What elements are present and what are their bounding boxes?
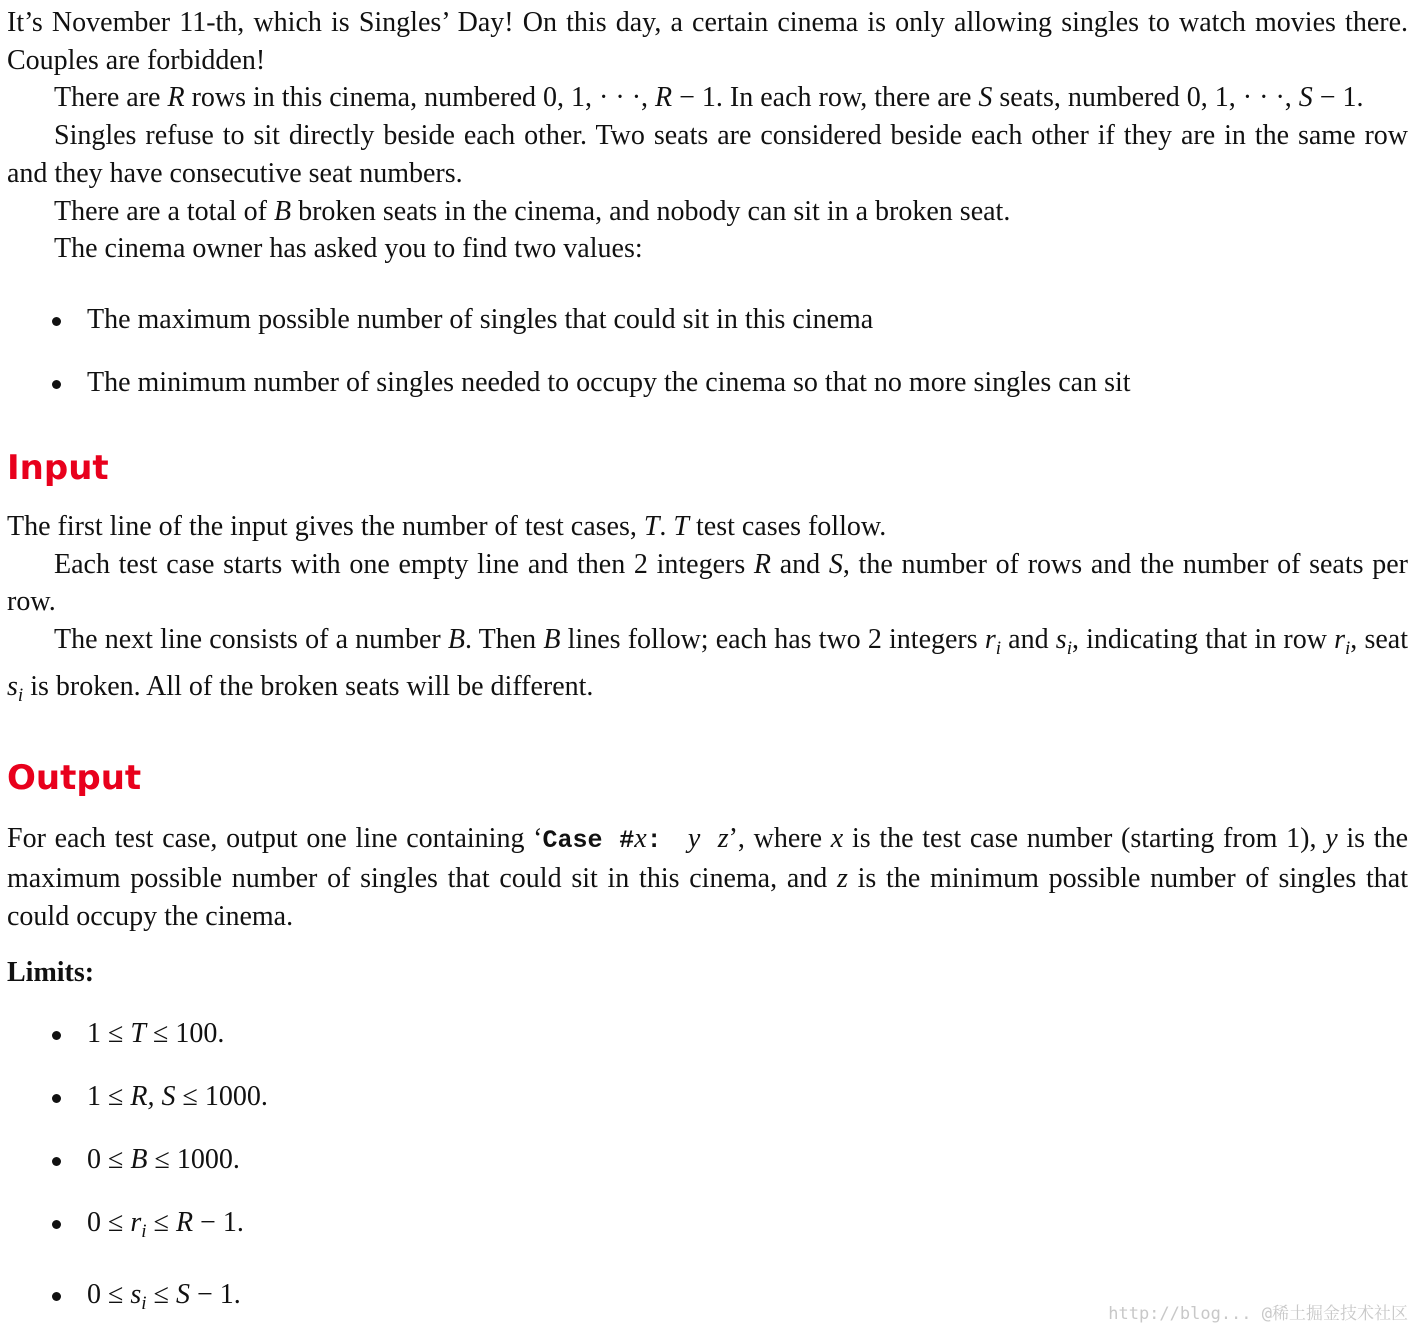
limits-list: [7, 1015, 1408, 1322]
list-item: The minimum number of singles needed to occupy the cinema so that no more singles can sit: [7, 364, 1408, 401]
limit-item: $0 \le s_i \le S - 1$.: [7, 1276, 1408, 1322]
intro-paragraph-3: Singles refuse to sit directly beside each other. Two seats are considered beside each other if they are in the same row and they have consecutive seat numbers.: [7, 120, 1408, 189]
intro-paragraph-1: It’s November 11-th, which is Singles’ Day! On this day, a certain cinema is only allowing singles to watch movies there. Couples are forbidden!: [7, 7, 1408, 76]
intro-paragraph-5: The cinema owner has asked you to find two values:: [54, 233, 643, 265]
goal-list: [7, 301, 1408, 401]
intro-paragraph-4: There are a total of B broken seats in the cinema, and nobody can sit in a broken seat.: [54, 195, 1011, 227]
watermark: http://blog... @稀土掘金技术社区: [1108, 1304, 1408, 1324]
limit-item: 1 ≤ R, S ≤ 1000.: [7, 1078, 1408, 1115]
bullet-icon: [52, 1031, 61, 1040]
bullet-icon: [52, 1094, 61, 1103]
output-heading: Output: [7, 758, 142, 799]
intro-paragraph-2: There are R rows in this cinema, numbered 0, 1, · · ·, R − 1. In each row, there are S seats, numbered 0, 1, · · ·, S − 1.: [54, 82, 1364, 114]
limits-title: Limits:: [7, 956, 95, 988]
input-heading: Input: [7, 447, 109, 488]
input-paragraph-1: The first line of the input gives the number of test cases, T. T test cases follow.: [7, 510, 887, 542]
list-item: The maximum possible number of singles that could sit in this cinema: [7, 301, 1408, 338]
problem-statement: [7, 4, 1408, 1322]
input-paragraph-3: The next line consists of a number B. Then B lines follow; each has two 2 integers $r_i$ and $s_i$, indicating that in row $r_i$, seat $s_i$ is broken. All of the broken seats will be different.: [7, 624, 1408, 706]
bullet-icon: [52, 317, 61, 326]
bullet-icon: [52, 1292, 61, 1301]
output-paragraph-1: For each test case, output one line containing ‘Case #x: y z’, where x is the test case number (starting from 1), y is the maximum possible number of singles that could sit in this cinema, and z is the minimum possible number of singles that could occupy the cinema.: [7, 823, 1408, 932]
bullet-icon: [52, 1220, 61, 1229]
bullet-icon: [52, 1157, 61, 1166]
limit-item: 1 ≤ T ≤ 100.: [7, 1015, 1408, 1052]
limit-item: $0 \le r_i \le R - 1$.: [7, 1204, 1408, 1250]
input-paragraph-2: Each test case starts with one empty line and then 2 integers R and S, the number of rows and the number of seats per row.: [7, 548, 1408, 618]
limit-item: 0 ≤ B ≤ 1000.: [7, 1141, 1408, 1178]
bullet-icon: [52, 380, 61, 389]
